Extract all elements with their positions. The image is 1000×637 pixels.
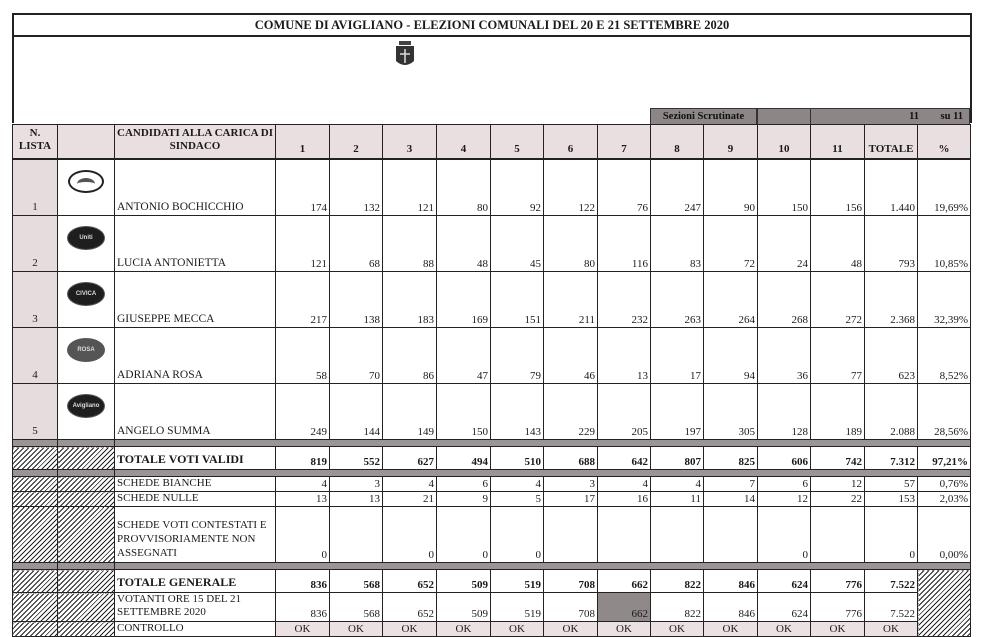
vote-cell: 150 [437,384,491,440]
header-row [13,125,971,160]
value-cell: 652 [383,593,437,622]
header-section-10: 10 [758,125,811,160]
hatched-cell [58,622,115,637]
vote-cell: 76 [598,159,651,216]
sezioni-count: 11 [909,111,919,122]
value-cell: 22 [811,492,865,507]
value-cell: 627 [383,447,437,470]
value-cell: 0 [276,507,330,563]
value-cell: 4 [598,477,651,492]
logo-rosa-icon: ROSA [67,338,105,362]
candidate-row [13,216,971,272]
ok-cell: OK [758,622,811,637]
vote-cell: 232 [598,272,651,328]
value-cell: 846 [704,593,758,622]
percent-cell: 2,03% [918,492,971,507]
value-cell: 16 [598,492,651,507]
value-cell: 846 [704,570,758,593]
lista-number: 5 [13,384,58,440]
vote-cell: 122 [544,159,598,216]
candidate-row [13,328,971,384]
value-cell: 4 [491,477,544,492]
ok-cell: OK [330,622,383,637]
value-cell: 822 [651,593,704,622]
value-cell-highlighted: 662 [598,593,651,622]
controllo-row [13,622,971,637]
row-label: SCHEDE BIANCHE [115,477,276,492]
vote-cell: 77 [811,328,865,384]
value-cell: 519 [491,593,544,622]
ok-cell: OK [437,622,491,637]
value-cell: 12 [811,477,865,492]
value-cell: 688 [544,447,598,470]
vote-cell: 58 [276,328,330,384]
value-cell [544,507,598,563]
total-cell: 7.312 [865,447,918,470]
header-section-6: 6 [544,125,598,160]
value-cell: 509 [437,593,491,622]
vote-cell: 83 [651,216,704,272]
schede-contestati-row [13,507,971,563]
vote-cell: 88 [383,216,437,272]
hatched-cell [13,447,58,470]
candidate-row [13,384,971,440]
total-cell: 7.522 [865,570,918,593]
total-cell: 623 [865,328,918,384]
candidate-name: GIUSEPPE MECCA [115,272,276,328]
vote-cell: 217 [276,272,330,328]
vote-cell: 48 [437,216,491,272]
vote-cell: 79 [491,328,544,384]
vote-cell: 94 [704,328,758,384]
separator-band [13,563,971,570]
vote-cell: 116 [598,216,651,272]
value-cell: 7 [704,477,758,492]
value-cell: 6 [758,477,811,492]
value-cell: 708 [544,570,598,593]
value-cell: 9 [437,492,491,507]
total-cell: 153 [865,492,918,507]
percent-cell: 32,39% [918,272,971,328]
vote-cell: 138 [330,272,383,328]
value-cell: 552 [330,447,383,470]
hatched-cell [13,492,58,507]
vote-cell: 90 [704,159,758,216]
value-cell: 624 [758,570,811,593]
hatched-cell [13,570,58,593]
vote-cell: 144 [330,384,383,440]
value-cell: 822 [651,570,704,593]
vote-cell: 48 [811,216,865,272]
percent-cell: 19,69% [918,159,971,216]
logo-avigliano-icon: Avigliano [67,394,105,418]
header-section-4: 4 [437,125,491,160]
percent-cell: 97,21% [918,447,971,470]
percent-cell: 10,85% [918,216,971,272]
row-label: SCHEDE NULLE [115,492,276,507]
total-cell: 0 [865,507,918,563]
header-section-11: 11 [811,125,865,160]
value-cell: 807 [651,447,704,470]
vote-cell: 24 [758,216,811,272]
value-cell: 708 [544,593,598,622]
totale-generale-row [13,570,971,593]
vote-cell: 86 [383,328,437,384]
ok-cell: OK [276,622,330,637]
vote-cell: 80 [544,216,598,272]
value-cell: 836 [276,593,330,622]
row-label: SCHEDE VOTI CONTESTATI E PROVVISORIAMENTE NON ASSEGNATI [115,507,276,563]
header-logo [58,125,115,160]
ok-cell: OK [651,622,704,637]
value-cell: 742 [811,447,865,470]
value-cell: 12 [758,492,811,507]
value-cell: 606 [758,447,811,470]
candidate-row [13,272,971,328]
value-cell: 510 [491,447,544,470]
value-cell: 825 [704,447,758,470]
lista-number: 3 [13,272,58,328]
vote-cell: 36 [758,328,811,384]
value-cell [811,507,865,563]
value-cell: 662 [598,570,651,593]
vote-cell: 150 [758,159,811,216]
vote-cell: 229 [544,384,598,440]
header-section-9: 9 [704,125,758,160]
hatched-cell [58,570,115,593]
total-cell: 57 [865,477,918,492]
vote-cell: 92 [491,159,544,216]
value-cell: 509 [437,570,491,593]
vote-cell: 149 [383,384,437,440]
vote-cell: 247 [651,159,704,216]
percent-cell: 0,76% [918,477,971,492]
value-cell: 568 [330,593,383,622]
value-cell [598,507,651,563]
vote-cell: 268 [758,272,811,328]
value-cell [330,507,383,563]
logo-uniti-icon: Uniti [67,226,105,250]
total-cell: 7.522 [865,593,918,622]
value-cell: 3 [330,477,383,492]
percent-cell: 0,00% [918,507,971,563]
header-section-3: 3 [383,125,437,160]
sezioni-total: su 11 [940,111,963,122]
party-logo-icon [58,159,115,216]
vote-cell: 249 [276,384,330,440]
total-cell: 2.088 [865,384,918,440]
vote-cell: 70 [330,328,383,384]
vote-cell: 189 [811,384,865,440]
header-totale: TOTALE [865,125,918,160]
candidate-name: LUCIA ANTONIETTA [115,216,276,272]
value-cell: 494 [437,447,491,470]
value-cell: 4 [383,477,437,492]
party-logo-icon [58,272,115,328]
vote-cell: 169 [437,272,491,328]
value-cell: 0 [491,507,544,563]
logo-avanti-icon [68,170,104,193]
vote-cell: 132 [330,159,383,216]
header-section-1: 1 [276,125,330,160]
vote-cell: 17 [651,328,704,384]
value-cell: 4 [651,477,704,492]
value-cell: 836 [276,570,330,593]
sezioni-band-spacer [757,108,811,125]
party-logo-icon [58,384,115,440]
value-cell: 5 [491,492,544,507]
value-cell: 519 [491,570,544,593]
schede-nulle-row [13,492,971,507]
value-cell: 568 [330,570,383,593]
percent-cell: 8,52% [918,328,971,384]
header-section-2: 2 [330,125,383,160]
vote-cell: 264 [704,272,758,328]
vote-cell: 121 [383,159,437,216]
municipal-crest-icon [394,41,416,69]
header-section-5: 5 [491,125,544,160]
lista-number: 1 [13,159,58,216]
vote-cell: 151 [491,272,544,328]
separator-band [13,470,971,477]
hatched-cell [58,507,115,563]
hatched-cell [13,507,58,563]
value-cell: 0 [437,507,491,563]
vote-cell: 272 [811,272,865,328]
value-cell: 13 [276,492,330,507]
results-table [12,124,971,637]
hatched-cell [13,622,58,637]
value-cell: 642 [598,447,651,470]
separator-band [13,440,971,447]
document-title: COMUNE DI AVIGLIANO - ELEZIONI COMUNALI DEL 20 E 21 SETTEMBRE 2020 [12,13,972,37]
hatched-cell [58,447,115,470]
value-cell: 21 [383,492,437,507]
value-cell: 6 [437,477,491,492]
vote-cell: 121 [276,216,330,272]
vote-cell: 47 [437,328,491,384]
value-cell: 3 [544,477,598,492]
vote-cell: 211 [544,272,598,328]
value-cell: 4 [276,477,330,492]
row-label: VOTANTI ORE 15 DEL 21 SETTEMBRE 2020 [115,593,276,622]
total-cell: 793 [865,216,918,272]
vote-cell: 197 [651,384,704,440]
hatched-cell [58,477,115,492]
value-cell: 13 [330,492,383,507]
header-candidati: CANDIDATI ALLA CARICA DI SINDACO [115,125,276,160]
sezioni-count-band [810,108,970,125]
vote-cell: 72 [704,216,758,272]
vote-cell: 13 [598,328,651,384]
hatched-cell [13,477,58,492]
hatched-cell [918,570,971,637]
value-cell: 776 [811,593,865,622]
lista-number: 4 [13,328,58,384]
value-cell: 11 [651,492,704,507]
logo-lista-civica-icon: CIVICA [67,282,105,306]
value-cell: 624 [758,593,811,622]
party-logo-icon [58,216,115,272]
value-cell: 819 [276,447,330,470]
candidate-row [13,159,971,216]
totale-voti-validi-row [13,447,971,470]
ok-cell: OK [704,622,758,637]
candidate-name: ANTONIO BOCHICCHIO [115,159,276,216]
value-cell: 0 [383,507,437,563]
total-cell: 1.440 [865,159,918,216]
vote-cell: 46 [544,328,598,384]
total-cell: 2.368 [865,272,918,328]
ok-cell: OK [865,622,918,637]
vote-cell: 174 [276,159,330,216]
vote-cell: 143 [491,384,544,440]
header-section-7: 7 [598,125,651,160]
vote-cell: 263 [651,272,704,328]
value-cell: 0 [758,507,811,563]
party-logo-icon [58,328,115,384]
candidate-name: ANGELO SUMMA [115,384,276,440]
ok-cell: OK [544,622,598,637]
lista-number: 2 [13,216,58,272]
ok-cell: OK [383,622,437,637]
hatched-cell [58,492,115,507]
vote-cell: 80 [437,159,491,216]
vote-cell: 156 [811,159,865,216]
vote-cell: 45 [491,216,544,272]
vote-cell: 205 [598,384,651,440]
row-label: CONTROLLO [115,622,276,637]
ok-cell: OK [598,622,651,637]
header-section-8: 8 [651,125,704,160]
results-sheet [12,13,970,635]
vote-cell: 305 [704,384,758,440]
value-cell: 17 [544,492,598,507]
ok-cell: OK [811,622,865,637]
value-cell: 776 [811,570,865,593]
value-cell: 14 [704,492,758,507]
percent-cell: 28,56% [918,384,971,440]
header-percent: % [918,125,971,160]
row-label: TOTALE GENERALE [115,570,276,593]
vote-cell: 183 [383,272,437,328]
value-cell [651,507,704,563]
value-cell: 652 [383,570,437,593]
vote-cell: 68 [330,216,383,272]
schede-bianche-row [13,477,971,492]
candidate-name: ADRIANA ROSA [115,328,276,384]
value-cell [704,507,758,563]
sezioni-scrutinate-label: Sezioni Scrutinate [650,108,757,125]
header-lista: N. LISTA [13,125,58,160]
ok-cell: OK [491,622,544,637]
vote-cell: 128 [758,384,811,440]
row-label: TOTALE VOTI VALIDI [115,447,276,470]
